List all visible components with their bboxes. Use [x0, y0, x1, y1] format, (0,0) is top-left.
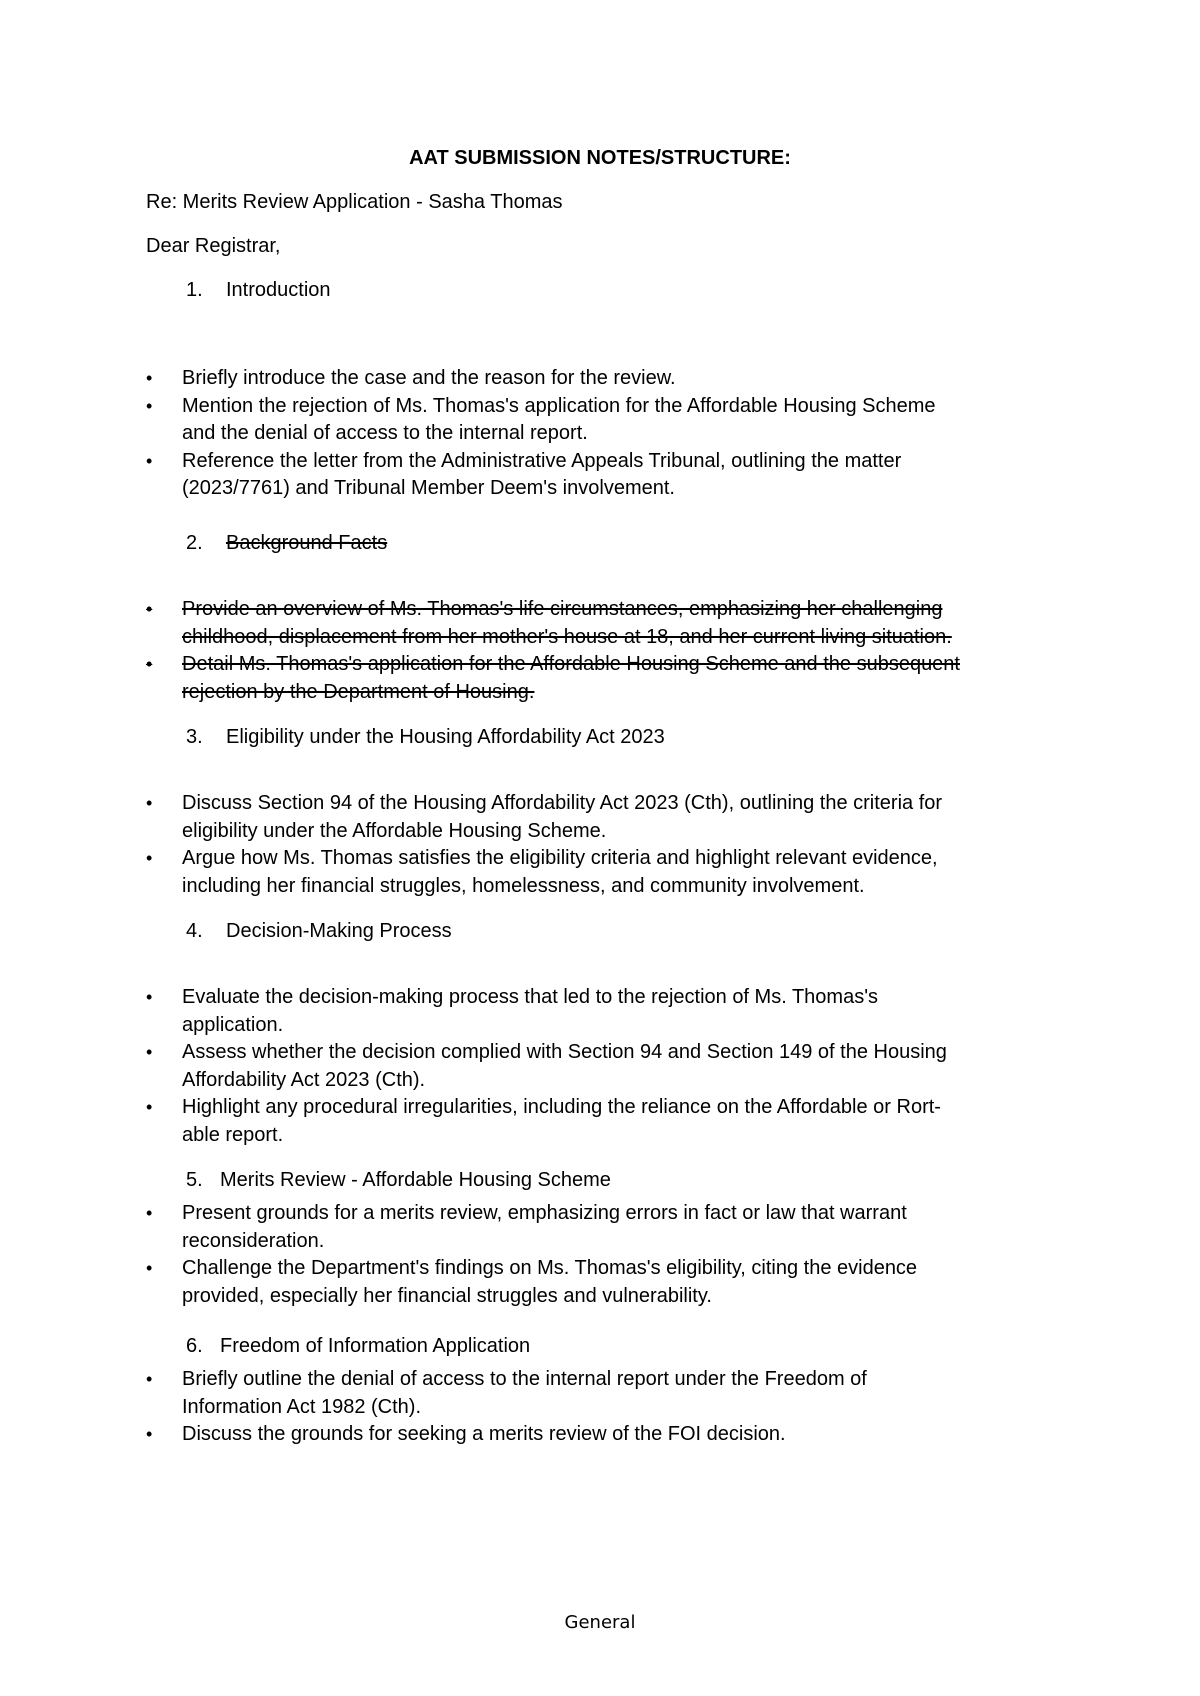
bullet-text-line: Highlight any procedural irregularities, including the reliance on the Affordable or Rort- [182, 1096, 941, 1118]
document-title: AAT SUBMISSION NOTES/STRUCTURE: [409, 147, 791, 169]
section-heading [186, 1168, 611, 1192]
bullet-icon: • [146, 395, 153, 416]
section-heading-text: Decision-Making Process [226, 920, 452, 942]
bullet-text-line: Argue how Ms. Thomas satisfies the eligibility criteria and highlight relevant evidence, [182, 847, 938, 869]
section-heading-text: Introduction [226, 279, 331, 301]
section-heading-text: Freedom of Information Application [220, 1335, 531, 1357]
bullet-icon: • [146, 848, 153, 868]
bullet-text-line: Affordability Act 2023 (Cth). [182, 1068, 426, 1091]
section-heading-text: Background Facts [226, 532, 388, 554]
section-number: 6. [186, 1335, 203, 1357]
bullet-icon: • [146, 1042, 153, 1062]
bullet-text-line: (2023/7761) and Tribunal Member Deem's involvement. [182, 477, 675, 499]
section-heading-text: Eligibility under the Housing Affordability Act 2023 [226, 726, 665, 748]
bullet-text-line: Provide an overview of Ms. Thomas's life circumstances, emphasizing her challenging [182, 598, 943, 620]
section-heading [186, 1334, 530, 1358]
bullet-icon: • [146, 793, 153, 813]
bullet-icon: • [146, 450, 153, 471]
section-heading [186, 725, 665, 749]
bullet-text-line: able report. [182, 1123, 284, 1146]
bullet-text-line: Detail Ms. Thomas's application for the Affordable Housing Scheme and the subsequent [182, 653, 960, 675]
section-number: 2. [186, 532, 203, 554]
section-number: 5. [186, 1169, 203, 1191]
section-heading [186, 919, 452, 943]
bullet-icon: • [146, 1097, 153, 1117]
section-heading-text: Merits Review - Affordable Housing Scheme [220, 1169, 611, 1191]
section-number: 4. [186, 920, 203, 942]
bullet-text-line: Challenge the Department's findings on Ms. Thomas's eligibility, citing the evidence [182, 1257, 918, 1279]
section-heading [186, 531, 387, 555]
bullet-text-line: Present grounds for a merits review, emphasizing errors in fact or law that warrant [182, 1202, 907, 1224]
bullet-text-line: Briefly introduce the case and the reason for the review. [182, 367, 676, 389]
bullet-text-line: Reference the letter from the Administrative Appeals Tribunal, outlining the matter [182, 449, 902, 472]
section-number: 1. [186, 279, 203, 301]
bullet-icon: • [146, 1203, 153, 1223]
footer-classification-label: General [564, 1612, 636, 1633]
bullet-text-line: Mention the rejection of Ms. Thomas's application for the Affordable Housing Scheme [182, 394, 936, 417]
bullet-icon: • [146, 1258, 153, 1278]
bullet-text-line: Discuss the grounds for seeking a merits review of the FOI decision. [182, 1423, 786, 1445]
bullet-text-line: and the denial of access to the internal report. [182, 422, 588, 444]
bullet-text-line: provided, especially her financial struggles and vulnerability. [182, 1284, 712, 1307]
bullet-text-line: Evaluate the decision-making process that led to the rejection of Ms. Thomas's [182, 986, 879, 1008]
section-number: 3. [186, 726, 203, 748]
bullet-text-line: application. [182, 1013, 284, 1036]
section-heading [186, 278, 331, 302]
bullet-text-line: reconsideration. [182, 1229, 325, 1252]
bullet-text-line: Discuss Section 94 of the Housing Affordability Act 2023 (Cth), outlining the criteria for [182, 792, 943, 814]
salutation: Dear Registrar, [146, 235, 281, 257]
re-line: Re: Merits Review Application - Sasha Thomas [146, 191, 563, 213]
bullet-icon: • [146, 987, 153, 1007]
bullet-icon: • [146, 1424, 153, 1444]
bullet-text-line: Briefly outline the denial of access to the internal report under the Freedom of [182, 1368, 867, 1390]
bullet-text-line: rejection by the Department of Housing. [182, 680, 535, 703]
bullet-icon: • [146, 368, 153, 388]
bullet-text-line: Information Act 1982 (Cth). [182, 1395, 422, 1418]
bullet-text-line: including her financial struggles, homelessness, and community involvement. [182, 874, 865, 897]
bullet-icon: • [146, 1369, 153, 1389]
bullet-icon: • [146, 654, 153, 674]
bullet-text-line: eligibility under the Affordable Housing Scheme. [182, 819, 607, 842]
bullet-icon: • [146, 599, 153, 619]
bullet-text-line: Assess whether the decision complied with Section 94 and Section 149 of the Housing [182, 1041, 947, 1063]
bullet-text-line: childhood, displacement from her mother's house at 18, and her current living situation. [182, 625, 952, 648]
